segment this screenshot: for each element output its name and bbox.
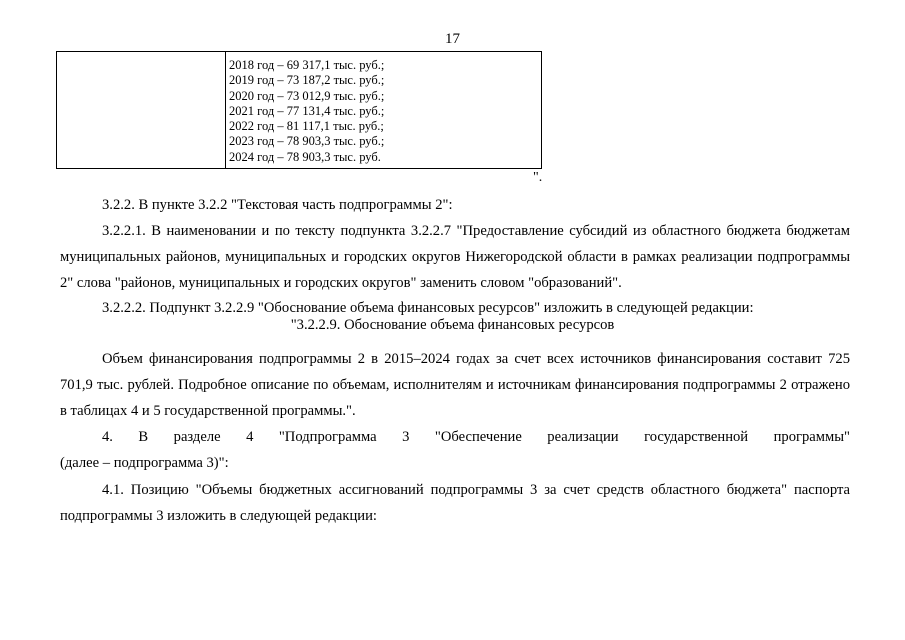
funding-years-cell xyxy=(229,58,384,165)
paragraph-4-line2: (далее – подпрограмма 3)": xyxy=(60,455,229,471)
section-heading: "3.2.2.9. Обоснование объема финансовых ресурсов xyxy=(290,317,615,333)
paragraph-4-line1: 4. В разделе 4 "Подпрограмма 3 "Обеспечение реализации государственной программы" xyxy=(102,429,850,445)
funding-line: 2022 год – 81 117,1 тыс. руб.; xyxy=(229,119,384,134)
closing-quote: ". xyxy=(533,170,543,185)
paragraph-3-2-2-2: 3.2.2.2. Подпункт 3.2.2.9 "Обоснование объема финансовых ресурсов" изложить в следующей редакции: xyxy=(102,300,754,316)
funding-line: 2021 год – 77 131,4 тыс. руб.; xyxy=(229,103,385,118)
funding-line: 2023 год – 78 903,3 тыс. руб.; xyxy=(229,134,385,149)
paragraph-4-1: 4.1. Позицию "Объемы бюджетных ассигнований подпрограммы 3 за счет средств областного бюджета" паспорта подпрограммы 3 изложить в следующей редакции: xyxy=(60,482,850,524)
paragraph-3-2-2: 3.2.2. В пункте 3.2.2 "Текстовая часть подпрограммы 2": xyxy=(102,197,453,213)
page-number: 17 xyxy=(445,31,460,47)
funding-line: 2020 год – 73 012,9 тыс. руб.; xyxy=(229,88,385,103)
funding-line: 2024 год – 78 903,3 тыс. руб. xyxy=(229,149,381,164)
funding-line: 2018 год – 69 317,1 тыс. руб.; xyxy=(229,58,385,72)
table-column-divider xyxy=(225,52,226,168)
funding-table xyxy=(56,51,542,169)
funding-line: 2019 год – 73 187,2 тыс. руб.; xyxy=(229,73,385,88)
paragraph-3-2-2-1: 3.2.2.1. В наименовании и по тексту подпункта 3.2.2.7 "Предоставление субсидий из областного бюджета бюджетам муниципальных районов, муниципальных и городских округов Нижегородской области в рамках реализации подпрограммы 2" слова "районов, муниципальных и городских округов" заменить словом "образований". xyxy=(60,223,850,291)
paragraph-financing: Объем финансирования подпрограммы 2 в 2015–2024 годах за счет всех источников финансирования составит 725 701,9 тыс. рублей. Подробное описание по объемам, исполнителям и источникам финансирования подпрограммы 2 отражено в таблицах 4 и 5 государственной программы.". xyxy=(60,351,850,419)
